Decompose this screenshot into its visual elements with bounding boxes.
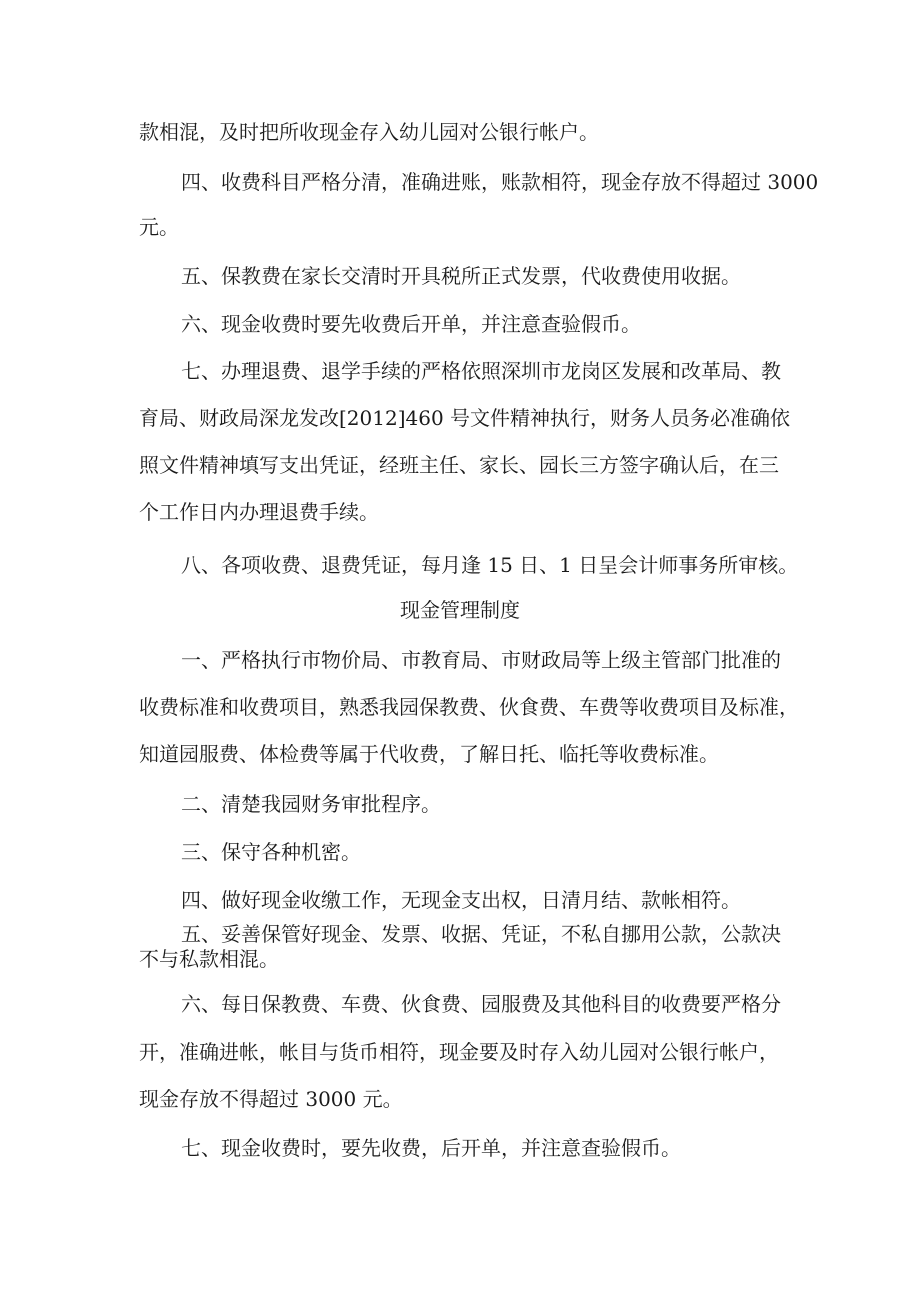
paragraph-continuation: 款相混，及时把所收现金存入幼儿园对公银行帐户。 bbox=[139, 120, 599, 144]
rule-1-line-1: 一、严格执行市物价局、市教育局、市财政局等上级主管部门批准的 bbox=[181, 648, 781, 672]
item-4-line-1: 四、收费科目严格分清，准确进账，账款相符，现金存放不得超过 3000 bbox=[181, 170, 819, 194]
rule-6-line-3: 现金存放不得超过 3000 元。 bbox=[139, 1087, 403, 1111]
rule-6-line-1: 六、每日保教费、车费、伙食费、园服费及其他科目的收费要严格分 bbox=[181, 992, 781, 1016]
rule-1-line-3: 知道园服费、体检费等属于代收费，了解日托、临托等收费标准。 bbox=[139, 742, 719, 766]
item-5: 五、保教费在家长交清时开具税所正式发票，代收费使用收据。 bbox=[181, 264, 741, 288]
item-7-line-1: 七、办理退费、退学手续的严格依照深圳市龙岗区发展和改革局、教 bbox=[181, 359, 781, 383]
rule-5-line-1: 五、妥善保管好现金、发票、收据、凭证，不私自挪用公款，公款决 bbox=[181, 922, 781, 946]
item-7-line-3: 照文件精神填写支出凭证，经班主任、家长、园长三方签字确认后，在三 bbox=[139, 453, 779, 477]
section-title: 现金管理制度 bbox=[400, 598, 520, 622]
item-7-line-2: 育局、财政局深龙发改[2012]460 号文件精神执行，财务人员务必准确依 bbox=[139, 406, 791, 430]
item-7-line-4: 个工作日内办理退费手续。 bbox=[139, 500, 379, 524]
item-4-line-2: 元。 bbox=[139, 215, 179, 239]
item-6: 六、现金收费时要先收费后开单，并注意查验假币。 bbox=[181, 312, 641, 336]
rule-2: 二、清楚我园财务审批程序。 bbox=[181, 792, 441, 816]
rule-4: 四、做好现金收缴工作，无现金支出权，日清月结、款帐相符。 bbox=[181, 888, 741, 912]
rule-6-line-2: 开，准确进帐，帐目与货币相符，现金要及时存入幼儿园对公银行帐户， bbox=[139, 1040, 779, 1064]
item-8: 八、各项收费、退费凭证，每月逢 15 日、1 日呈会计师事务所审核。 bbox=[181, 553, 799, 577]
rule-5-line-2: 不与私款相混。 bbox=[139, 947, 279, 971]
rule-3: 三、保守各种机密。 bbox=[181, 840, 361, 864]
rule-1-line-2: 收费标准和收费项目，熟悉我园保教费、伙食费、车费等收费项目及标准， bbox=[139, 695, 799, 719]
rule-7: 七、现金收费时，要先收费，后开单，并注意查验假币。 bbox=[181, 1136, 681, 1160]
